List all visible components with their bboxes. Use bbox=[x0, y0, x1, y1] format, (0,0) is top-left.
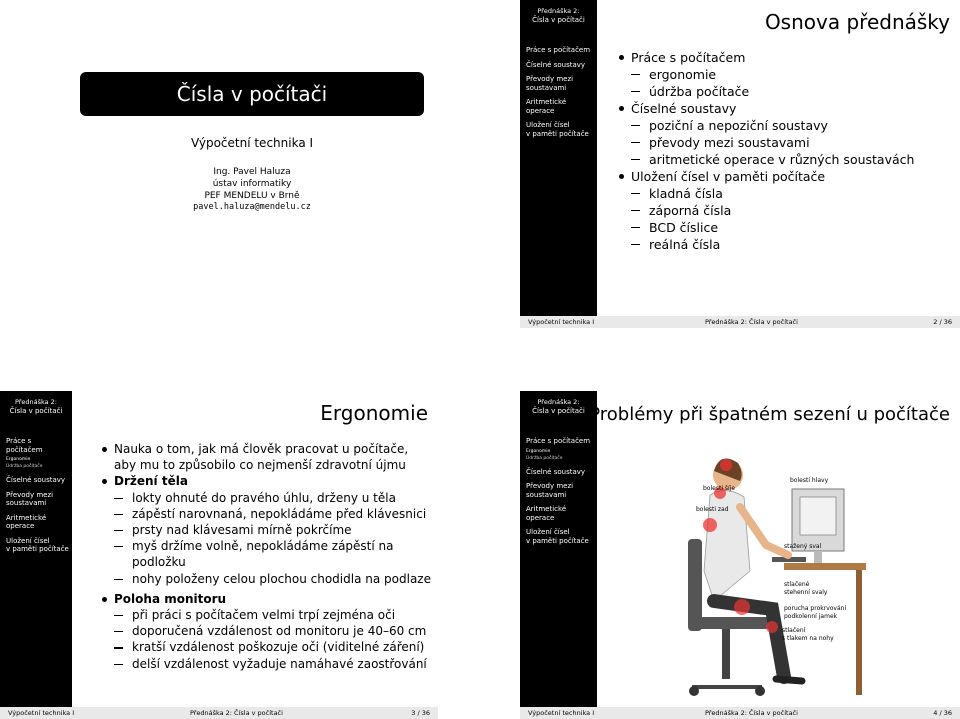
slide-footer bbox=[520, 316, 960, 328]
course-name: Výpočetní technika I bbox=[190, 136, 314, 150]
nav-ulozeni[interactable] bbox=[6, 537, 70, 554]
footer-lecture: Přednáška 2: Čísla v počítači bbox=[705, 318, 798, 326]
slide-content bbox=[100, 441, 432, 672]
nav-ulozeni-line2: v paměti počítače bbox=[6, 545, 69, 553]
posture-drawing bbox=[680, 441, 866, 703]
nav-ulozeni-line1: Uložení čísel bbox=[526, 121, 570, 129]
nav-prevody-line1: Převody mezi bbox=[526, 75, 574, 83]
sidebar bbox=[520, 0, 597, 328]
slide-title-text: Ergonomie bbox=[320, 401, 428, 425]
nav-prace[interactable]: Práce s počítačem bbox=[6, 437, 43, 454]
sidebar-header-line2: Čísla v počítači bbox=[9, 407, 63, 415]
nav-prevody-line2: soustavami bbox=[526, 83, 567, 92]
nav-prevody[interactable] bbox=[6, 491, 70, 508]
label-tlak-na-nohy: s tlakem na nohy bbox=[782, 635, 834, 642]
sidebar-nav bbox=[6, 437, 70, 560]
slide-title-text: Osnova přednášky bbox=[764, 10, 950, 34]
nav-ergonomie[interactable]: Ergonomie bbox=[6, 457, 31, 462]
list-item: Číselné soustavy bbox=[617, 100, 954, 117]
sub-item: zápěstí narovnaná, nepokládáme před klávesnici bbox=[100, 506, 432, 522]
nav-prace[interactable]: Práce s počítačem bbox=[526, 437, 591, 445]
nav-prevody-line1: Převody mezi bbox=[526, 482, 574, 490]
label-podkolenni-jamek: podkolenní jamek bbox=[784, 613, 838, 620]
nav-ulozeni-line1: Uložení čísel bbox=[526, 528, 570, 536]
slide-footer bbox=[0, 707, 438, 719]
footer-page: 3 / 36 bbox=[411, 709, 430, 717]
sidebar-header-line2: Čísla v počítači bbox=[532, 16, 585, 24]
sidebar-header bbox=[0, 398, 72, 416]
sub-item: kladná čísla bbox=[617, 185, 954, 202]
institute-name: ústav informatiky bbox=[212, 179, 292, 189]
nav-udrzba[interactable]: Údržba počítače bbox=[6, 464, 43, 469]
sidebar-nav bbox=[526, 46, 595, 144]
nav-aritmeticke[interactable]: Aritmetické operace bbox=[526, 98, 567, 115]
label-bolesti-hlavy: bolesti hlavy bbox=[790, 477, 829, 484]
nav-ciselne[interactable]: Číselné soustavy bbox=[526, 60, 586, 69]
nav-ulozeni[interactable] bbox=[526, 121, 595, 138]
sub-item: kratší vzdálenost poškozuje oči (viditelné záření) bbox=[100, 639, 432, 655]
label-bolesti-zad: bolesti zad bbox=[696, 506, 729, 513]
slide-title bbox=[0, 0, 480, 358]
sidebar-header bbox=[520, 7, 597, 25]
footer-page: 4 / 36 bbox=[933, 709, 952, 717]
sidebar-nav bbox=[526, 437, 595, 551]
sub-item: záporná čísla bbox=[617, 202, 954, 219]
nav-subsections bbox=[526, 448, 595, 462]
label-stehenni-svaly: stehenní svaly bbox=[784, 589, 828, 596]
nav-prevody[interactable] bbox=[526, 75, 595, 92]
slide-ergonomie bbox=[0, 391, 438, 719]
nav-ulozeni[interactable] bbox=[526, 528, 595, 545]
label-bolesti-sije: bolesti šíje bbox=[703, 485, 736, 492]
sub-item: při práci s počítačem velmi trpí zejména oči bbox=[100, 607, 432, 623]
sub-item: myš držíme volně, nepokládáme zápěstí na podložku bbox=[100, 538, 432, 570]
sidebar bbox=[0, 391, 75, 719]
faculty-name: PEF MENDELU v Brně bbox=[204, 191, 300, 201]
sub-item: převody mezi soustavami bbox=[617, 134, 954, 151]
sub-item: reálná čísla bbox=[617, 236, 954, 253]
author-name: Ing. Pavel Haluza bbox=[213, 167, 291, 177]
sub-item: lokty ohnuté do pravého úhlu, drženy u těla bbox=[100, 490, 432, 506]
title-bar bbox=[589, 391, 960, 431]
slide-outline bbox=[520, 0, 960, 328]
nav-prace[interactable]: Práce s počítačem bbox=[526, 46, 591, 54]
slide-problemy bbox=[520, 391, 960, 719]
title-bar bbox=[597, 0, 960, 40]
author-email[interactable]: pavel.haluza@mendelu.cz bbox=[193, 202, 311, 212]
nav-ulozeni-line1: Uložení čísel bbox=[6, 536, 50, 545]
sub-item: delší vzdálenost vyžaduje namáhavé zaostřování bbox=[100, 656, 432, 672]
nav-subsections bbox=[6, 456, 70, 470]
footer-course: Výpočetní technika I bbox=[528, 709, 595, 717]
list-item: Držení těla bbox=[100, 473, 432, 489]
label-stazeny-sval: stažený sval bbox=[784, 543, 822, 550]
slide-title-text: Problémy při špatném sezení u počítače bbox=[589, 404, 950, 425]
nav-prevody[interactable] bbox=[526, 482, 595, 499]
sub-item: BCD číslice bbox=[617, 219, 954, 236]
nav-prevody-line2: soustavami bbox=[526, 490, 567, 499]
sub-item: ergonomie bbox=[617, 66, 954, 83]
sidebar bbox=[520, 391, 597, 719]
label-stlaceni: stlačení bbox=[782, 627, 806, 634]
footer-lecture: Přednáška 2: Čísla v počítači bbox=[705, 709, 798, 717]
nav-ciselne[interactable]: Číselné soustavy bbox=[526, 467, 586, 476]
slide-footer bbox=[520, 707, 960, 719]
footer-course: Výpočetní technika I bbox=[8, 709, 75, 717]
footer-page: 2 / 36 bbox=[933, 318, 952, 326]
sub-item: nohy položeny celou plochou chodidla na podlaze bbox=[100, 571, 432, 587]
footer-lecture: Přednáška 2: Čísla v počítači bbox=[190, 709, 283, 717]
label-porucha-prokrvovani: porucha prokrvování bbox=[784, 605, 847, 612]
sub-item: údržba počítače bbox=[617, 83, 954, 100]
sub-item: prsty nad klávesami mírně pokrčíme bbox=[100, 522, 432, 538]
nav-ulozeni-line2: v paměti počítače bbox=[526, 129, 589, 138]
nav-prevody-line2: soustavami bbox=[6, 499, 47, 507]
nav-ergonomie[interactable]: Ergonomie bbox=[526, 448, 551, 454]
sidebar-header-line1: Přednáška 2: bbox=[537, 398, 580, 406]
nav-ulozeni-line2: v paměti počítače bbox=[526, 536, 589, 545]
nav-aritmeticke[interactable]: Aritmetické operace bbox=[6, 513, 47, 530]
sub-item: doporučená vzdálenost od monitoru je 40–60 cm bbox=[100, 623, 432, 639]
list-item: Práce s počítačem bbox=[617, 49, 954, 66]
sidebar-header-line1: Přednáška 2: bbox=[537, 7, 580, 15]
nav-ciselne[interactable]: Číselné soustavy bbox=[6, 476, 66, 484]
nav-prevody-line1: Převody mezi bbox=[6, 490, 54, 499]
nav-aritmeticke[interactable]: Aritmetické operace bbox=[526, 505, 567, 522]
presentation-title: Čísla v počítači bbox=[176, 82, 328, 106]
list-item: Nauka o tom, jak má člověk pracovat u počítače, aby mu to způsobilo co nejmenší zdravotní újmu bbox=[100, 441, 432, 473]
posture-illustration bbox=[680, 441, 866, 703]
sidebar-header-line1: Přednáška 2: bbox=[15, 398, 57, 406]
sidebar-header-line2: Čísla v počítači bbox=[532, 407, 585, 415]
footer-course: Výpočetní technika I bbox=[528, 318, 595, 326]
list-item: Uložení čísel v paměti počítače bbox=[617, 168, 954, 185]
sub-item: aritmetické operace v různých soustavách bbox=[617, 151, 954, 168]
title-bar bbox=[72, 391, 438, 431]
slide-content bbox=[617, 49, 954, 253]
nav-udrzba[interactable]: Údržba počítače bbox=[526, 455, 563, 461]
label-stlacene: stlačené bbox=[784, 581, 810, 588]
list-item: Poloha monitoru bbox=[100, 591, 432, 607]
sidebar-header bbox=[520, 398, 597, 416]
sub-item: poziční a nepoziční soustavy bbox=[617, 117, 954, 134]
